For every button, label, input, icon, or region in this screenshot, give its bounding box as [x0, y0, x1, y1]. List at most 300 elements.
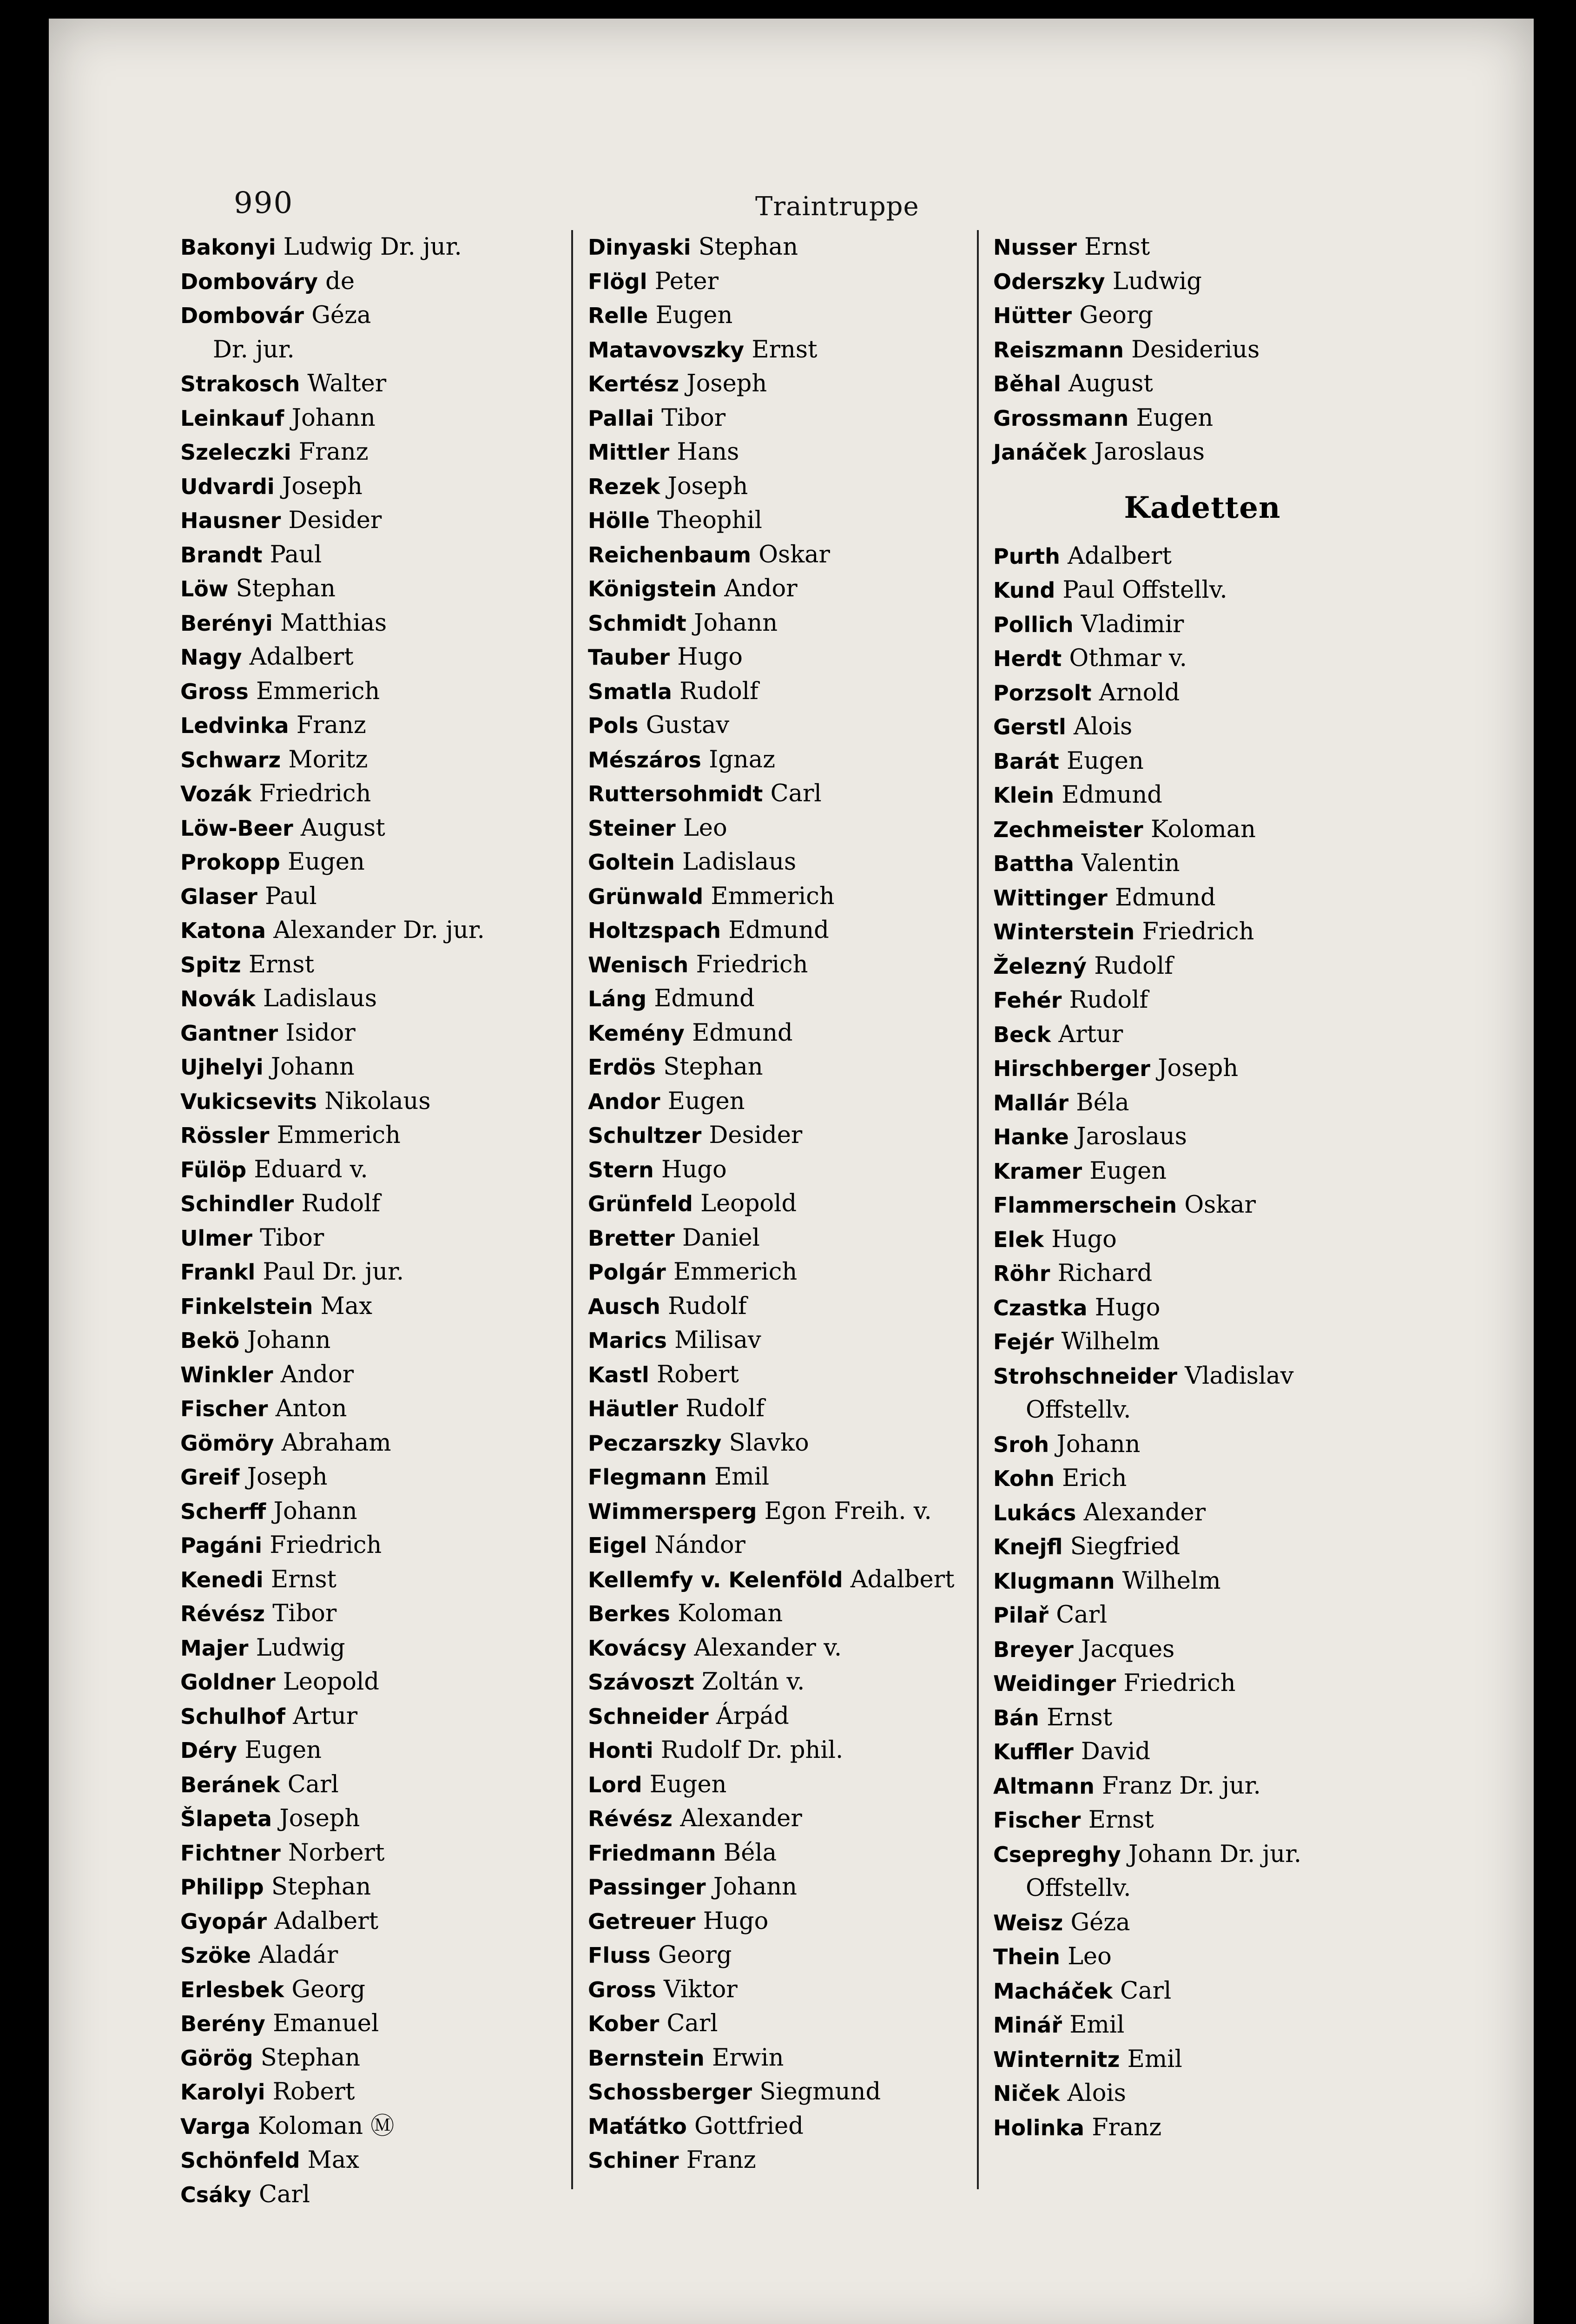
name-entry [588, 1118, 988, 1153]
given-name: Nikolaus [324, 1087, 431, 1115]
given-name: Offstellv. [1026, 1875, 1131, 1902]
surname: Kund [993, 578, 1055, 603]
given-name: Tibor [272, 1600, 337, 1627]
surname: Fluss [588, 1943, 651, 1968]
name-entry [180, 1938, 580, 1973]
given-name: Stephan [260, 2044, 361, 2072]
name-entry [180, 264, 580, 299]
given-name: Joseph [247, 1463, 328, 1491]
name-entry [588, 1221, 988, 1255]
given-name: Emmerich [711, 882, 835, 910]
given-name: Eugen [655, 302, 733, 329]
given-name: Richard [1057, 1260, 1153, 1287]
name-entry [180, 2041, 580, 2075]
surname: Frankl [180, 1260, 256, 1285]
surname: Battha [993, 851, 1074, 876]
name-entry [588, 1392, 988, 1426]
given-name: Franz [686, 2146, 756, 2174]
name-entry [588, 777, 988, 811]
name-entry [993, 641, 1411, 676]
given-name: Eugen [244, 1736, 322, 1764]
name-entry [588, 1973, 988, 2007]
given-name: Hugo [1095, 1294, 1161, 1321]
surname: Strohschneider [993, 1363, 1178, 1389]
name-entry [588, 1255, 988, 1289]
given-name: Egon Freih. v. [764, 1497, 932, 1525]
column-divider [977, 230, 979, 2189]
name-entry [993, 333, 1411, 367]
name-entry [993, 710, 1411, 744]
surname: Ujhelyi [180, 1055, 264, 1080]
name-entry [993, 1598, 1411, 1632]
name-entry [588, 1460, 988, 1494]
surname: Klein [993, 783, 1055, 808]
surname: Lord [588, 1772, 642, 1797]
name-entry [180, 1392, 580, 1426]
name-entry [180, 1426, 580, 1460]
given-name: Alexander Dr. jur. [273, 917, 485, 944]
surname: Bakonyi [180, 235, 276, 260]
surname: Stern [588, 1157, 654, 1182]
surname: Wenisch [588, 952, 689, 977]
name-entry [993, 915, 1411, 949]
given-name: Joseph [1158, 1055, 1239, 1082]
surname: Gross [180, 679, 249, 704]
name-entry [180, 948, 580, 982]
surname: Pallai [588, 405, 654, 431]
name-entry [588, 845, 988, 879]
given-name: Anton [275, 1395, 347, 1422]
page-number: 990 [234, 186, 294, 220]
surname: Katona [180, 918, 266, 943]
surname: Rezek [588, 474, 660, 499]
given-name: Paul Dr. jur. [263, 1258, 404, 1286]
name-entry [180, 674, 580, 709]
given-name: Friedrich [259, 780, 371, 807]
given-name: Theophil [657, 507, 762, 534]
given-name: Leo [1068, 1943, 1112, 1970]
surname: Schindler [180, 1191, 294, 1216]
name-entry [588, 2075, 988, 2109]
surname: Novák [180, 986, 256, 1011]
name-entry [993, 1393, 1411, 1427]
surname: Goltein [588, 850, 675, 875]
surname: Steiner [588, 815, 676, 841]
name-entry [588, 1631, 988, 1665]
name-entry [588, 298, 988, 333]
name-entry [180, 401, 580, 436]
given-name: Johann [1056, 1430, 1141, 1458]
surname: Breyer [993, 1637, 1074, 1662]
given-name: Jaroslaus [1094, 438, 1205, 466]
name-entry [180, 1084, 580, 1119]
name-entry [588, 1904, 988, 1939]
given-name: Franz [296, 712, 366, 739]
given-name: Paul [265, 882, 317, 910]
surname: Kohn [993, 1466, 1055, 1491]
surname: Kertész [588, 371, 679, 396]
surname: Purth [993, 543, 1060, 569]
name-entry [588, 1289, 988, 1324]
surname: Fejér [993, 1329, 1054, 1354]
name-entry [993, 264, 1411, 299]
given-name: Eugen [288, 848, 365, 876]
name-entry [993, 1906, 1411, 1940]
name-entry [180, 538, 580, 572]
name-entry [588, 1563, 988, 1597]
name-entry [993, 1769, 1411, 1803]
surname: Kuffler [993, 1739, 1074, 1764]
surname: Gantner [180, 1020, 278, 1046]
given-name: Gustav [646, 712, 730, 739]
name-entry [180, 1904, 580, 1939]
name-entry [588, 811, 988, 845]
name-entry [180, 333, 580, 367]
name-entry [588, 1768, 988, 1802]
given-name: Walter [307, 370, 387, 397]
surname: Ruttersohmidt [588, 781, 763, 806]
given-name: Stephan [698, 233, 798, 261]
surname: Schultzer [588, 1123, 702, 1148]
surname: Vozák [180, 781, 252, 806]
surname: Csepreghy [993, 1842, 1121, 1867]
surname: Schönfeld [180, 2148, 300, 2173]
given-name: August [300, 814, 385, 842]
surname: Nagy [180, 645, 242, 670]
name-entry [588, 333, 988, 367]
surname: Winkler [180, 1362, 273, 1387]
surname: Spitz [180, 952, 241, 977]
given-name: Carl [770, 780, 822, 807]
given-name: Johann Dr. jur. [1128, 1840, 1302, 1868]
name-entry [180, 2007, 580, 2041]
given-name: Eugen [667, 1087, 745, 1115]
surname: Ausch [588, 1294, 660, 1319]
given-name: Isidor [285, 1019, 356, 1047]
given-name: Nándor [654, 1532, 745, 1559]
name-entry [180, 1118, 580, 1153]
name-entry [588, 2109, 988, 2144]
given-name: Emmerich [277, 1122, 401, 1149]
given-name: Hugo [677, 643, 743, 671]
name-entry [993, 1359, 1411, 1393]
name-entry [993, 539, 1411, 574]
name-entry [180, 845, 580, 879]
surname: Erdös [588, 1055, 656, 1080]
given-name: Alexander [1083, 1499, 1206, 1526]
given-name: Vladislav [1185, 1362, 1294, 1390]
name-entry [180, 2178, 580, 2212]
name-entry [180, 777, 580, 811]
surname: Czastka [993, 1295, 1088, 1320]
given-name: Rudolf [1094, 952, 1174, 980]
given-name: Peter [654, 267, 719, 295]
given-name: Joseph [667, 472, 748, 500]
name-entry [993, 744, 1411, 779]
given-name: Ladislaus [263, 985, 377, 1012]
surname: Gross [588, 1977, 656, 2002]
surname: Běhal [993, 371, 1061, 396]
surname: Görög [180, 2045, 253, 2071]
surname: Rössler [180, 1123, 270, 1148]
running-head: Traintruppe [755, 191, 919, 222]
name-entry [993, 1666, 1411, 1701]
surname: Relle [588, 303, 648, 328]
given-name: Árpád [716, 1702, 789, 1730]
name-entry [993, 2111, 1411, 2145]
surname: Janáček [993, 440, 1087, 465]
surname: Flegmann [588, 1465, 707, 1490]
name-entry [993, 573, 1411, 607]
given-name: Friedrich [270, 1532, 382, 1559]
surname: Passinger [588, 1875, 706, 1900]
given-name: Hans [677, 438, 739, 466]
given-name: Wilhelm [1061, 1328, 1160, 1355]
surname: Železný [993, 953, 1087, 979]
surname: Szávoszt [588, 1670, 694, 1695]
name-entry [180, 1050, 580, 1084]
given-name: Robert [657, 1360, 739, 1388]
surname: Herdt [993, 646, 1062, 671]
given-name: Milisav [674, 1327, 761, 1354]
surname: Niček [993, 2081, 1060, 2106]
name-entry [993, 1325, 1411, 1359]
given-name: Ernst [752, 336, 818, 363]
surname: Bekö [180, 1328, 240, 1353]
surname: Maťátko [588, 2113, 687, 2139]
name-entry [993, 1735, 1411, 1769]
surname: Schossberger [588, 2080, 752, 2105]
given-name: Abraham [281, 1429, 391, 1457]
surname: Häutler [588, 1396, 678, 1421]
surname: Löw-Beer [180, 815, 293, 841]
surname: Altmann [993, 1773, 1095, 1799]
surname: Weisz [993, 1910, 1063, 1935]
surname: Fichtner [180, 1840, 281, 1866]
surname: Minář [993, 2013, 1062, 2038]
surname: Pagáni [180, 1533, 263, 1558]
surname: Déry [180, 1738, 237, 1763]
surname: Gömöry [180, 1430, 274, 1456]
surname: Grossmann [993, 405, 1129, 431]
given-name: Georg [1079, 302, 1153, 329]
name-entry [993, 1803, 1411, 1837]
name-entry [993, 1120, 1411, 1154]
given-name: Edmund [692, 1019, 793, 1047]
name-entry [993, 1222, 1411, 1257]
surname: Karolyi [180, 2080, 265, 2105]
surname: Kastl [588, 1362, 649, 1387]
name-entry [588, 913, 988, 948]
surname: Majer [180, 1635, 249, 1661]
name-entry [588, 1494, 988, 1529]
given-name: Desider [288, 507, 382, 534]
surname: Holinka [993, 2115, 1085, 2140]
given-name: Ernst [1084, 233, 1150, 261]
given-name: Oskar [758, 541, 830, 568]
given-name: Johann [693, 609, 778, 637]
surname: Bernstein [588, 2045, 705, 2071]
name-entry [588, 1153, 988, 1187]
name-entry [588, 982, 988, 1016]
surname: Dombovár [180, 303, 304, 328]
given-name: Edmund [654, 985, 755, 1012]
surname: Greif [180, 1465, 240, 1490]
given-name: Koloman [678, 1600, 783, 1627]
surname: Erlesbek [180, 1977, 284, 2002]
surname: Grünwald [588, 884, 704, 909]
given-name: Gottfried [694, 2112, 804, 2140]
surname: Leinkauf [180, 405, 284, 431]
given-name: Johann [273, 1497, 357, 1525]
given-name: Alexander v. [694, 1634, 842, 1662]
surname: Fülöp [180, 1157, 247, 1182]
surname: Knejfl [993, 1534, 1063, 1559]
given-name: Tibor [260, 1224, 324, 1252]
given-name: Emmerich [673, 1258, 798, 1286]
surname: Klugmann [993, 1568, 1115, 1594]
name-entry [993, 881, 1411, 915]
name-entry [180, 435, 580, 469]
surname: Vukicsevits [180, 1089, 317, 1114]
given-name: Rudolf [301, 1190, 381, 1217]
surname: Pollich [993, 612, 1074, 637]
name-entry [993, 607, 1411, 642]
surname: Reichenbaum [588, 542, 751, 568]
given-name: August [1068, 370, 1153, 397]
name-entry [588, 948, 988, 982]
name-entry [993, 676, 1411, 710]
given-name: Joseph [686, 370, 767, 397]
surname: Kramer [993, 1158, 1082, 1184]
given-name: Franz [1092, 2113, 1162, 2141]
name-entry [180, 1665, 580, 1699]
given-name: Emmerich [256, 677, 380, 705]
given-name: Eugen [1136, 404, 1213, 432]
surname: Schwarz [180, 747, 281, 772]
surname: Szöke [180, 1943, 251, 1968]
name-entry [993, 1427, 1411, 1462]
given-name: Moritz [288, 746, 368, 773]
given-name: Valentin [1081, 850, 1180, 877]
surname: Finkelstein [180, 1294, 313, 1319]
surname: Philipp [180, 1875, 264, 1900]
name-entry [180, 1836, 580, 1870]
surname: Holtzspach [588, 918, 721, 943]
name-entry [180, 640, 580, 674]
given-name: Carl [1056, 1601, 1108, 1629]
given-name: Georg [291, 1975, 366, 2003]
name-entry [588, 1323, 988, 1358]
name-entry [180, 1733, 580, 1768]
name-column-3 [993, 230, 1411, 2145]
name-entry [180, 708, 580, 743]
surname: Kenedi [180, 1567, 264, 1592]
surname: Scherff [180, 1499, 266, 1524]
surname: Friedmann [588, 1840, 716, 1866]
name-entry [588, 1699, 988, 1734]
surname: Mallár [993, 1090, 1069, 1116]
surname: Zechmeister [993, 817, 1143, 842]
surname: Schulhof [180, 1703, 286, 1729]
given-name: Alexander [680, 1805, 802, 1832]
given-name: Friedrich [1142, 918, 1254, 945]
given-name: Vladimir [1081, 610, 1184, 638]
name-entry [588, 1665, 988, 1699]
given-name: Erwin [712, 2044, 784, 2072]
given-name: Leo [683, 814, 727, 842]
given-name: Stephan [663, 1053, 763, 1081]
given-name: Ludwig Dr. jur. [283, 233, 462, 261]
given-name: Emil [1127, 2045, 1182, 2073]
given-name: Ladislaus [682, 848, 797, 876]
surname: Berény [180, 2011, 265, 2036]
surname: Hölle [588, 508, 650, 533]
given-name: Friedrich [696, 951, 808, 978]
name-entry [993, 401, 1411, 436]
name-entry [180, 1221, 580, 1255]
surname: Weidinger [993, 1671, 1116, 1696]
given-name: Adalbert [274, 1907, 379, 1935]
name-entry [180, 1153, 580, 1187]
name-entry [588, 2041, 988, 2075]
given-name: Eugen [1089, 1157, 1167, 1185]
name-entry [180, 811, 580, 845]
name-entry [993, 1632, 1411, 1667]
given-name: Ernst [1047, 1703, 1113, 1731]
surname: Wittinger [993, 885, 1108, 911]
given-name: Rudolf [667, 1292, 747, 1320]
name-entry [588, 1938, 988, 1973]
given-name: Eduard v. [254, 1155, 368, 1183]
name-entry [993, 2076, 1411, 2111]
name-entry [993, 1496, 1411, 1530]
given-name: Leopold [700, 1190, 797, 1217]
surname: Varga [180, 2113, 251, 2139]
given-name: David [1081, 1738, 1151, 1765]
given-name: Franz [298, 438, 369, 466]
name-entry [180, 1358, 580, 1392]
name-column-2 [588, 230, 988, 2178]
name-entry [180, 1494, 580, 1529]
name-entry [588, 640, 988, 674]
name-entry [993, 1701, 1411, 1735]
name-entry [180, 982, 580, 1016]
surname: Gerstl [993, 714, 1066, 739]
surname: Hausner [180, 508, 281, 533]
surname: Marics [588, 1328, 667, 1353]
given-name: Hugo [661, 1155, 727, 1183]
name-entry [588, 879, 988, 914]
name-entry [588, 264, 988, 299]
surname: Lukács [993, 1500, 1076, 1525]
name-entry [993, 367, 1411, 401]
name-entry [588, 2143, 988, 2178]
name-entry [993, 846, 1411, 881]
given-name: Matthias [280, 609, 387, 637]
name-entry [180, 1597, 580, 1631]
surname: Pilař [993, 1603, 1048, 1628]
given-name: Eugen [649, 1770, 727, 1798]
given-name: Hugo [1051, 1225, 1117, 1253]
given-name: Ludwig [256, 1634, 345, 1662]
name-entry [588, 572, 988, 606]
surname: Flögl [588, 269, 647, 294]
surname: Peczarszky [588, 1430, 722, 1456]
name-entry [180, 1460, 580, 1494]
given-name: Ignaz [709, 746, 775, 773]
surname: Winternitz [993, 2047, 1120, 2072]
